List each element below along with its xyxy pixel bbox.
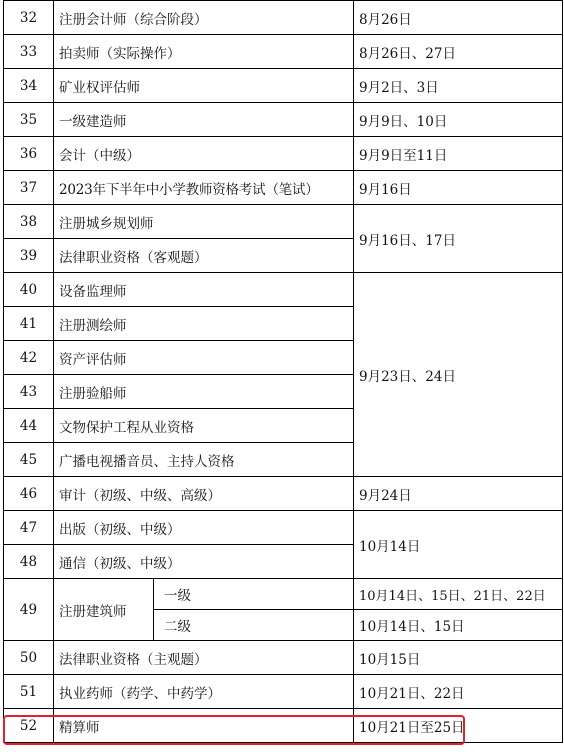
exam-date: 10月21日、22日: [354, 675, 563, 709]
exam-date: 10月14日、15日: [354, 610, 563, 641]
row-number: 43: [4, 375, 54, 409]
row-number: 48: [4, 545, 54, 579]
exam-date: 10月14日、15日、21日、22日: [354, 579, 563, 610]
table-row: [4, 171, 563, 205]
exam-date: 10月15日: [354, 641, 563, 675]
exam-name: 2023年下半年中小学教师资格考试（笔试）: [54, 171, 354, 205]
table-row-highlighted: [4, 709, 563, 743]
exam-name: 审计（初级、中级、高级）: [54, 477, 354, 511]
row-number: 39: [4, 239, 54, 273]
exam-name: 一级建造师: [54, 103, 354, 137]
row-number: 38: [4, 205, 54, 239]
row-number: 46: [4, 477, 54, 511]
exam-name: 设备监理师: [54, 273, 354, 307]
exam-name: 注册验船师: [54, 375, 354, 409]
row-number: 34: [4, 69, 54, 103]
row-number: 35: [4, 103, 54, 137]
exam-date: 8月26日、27日: [354, 35, 563, 69]
table-row: [4, 103, 563, 137]
exam-date: 9月9日、10日: [354, 103, 563, 137]
row-number: 36: [4, 137, 54, 171]
exam-name: 注册建筑师: [54, 579, 154, 641]
exam-name: 执业药师（药学、中药学）: [54, 675, 354, 709]
exam-date: 9月16日、17日: [354, 205, 563, 273]
row-number: 33: [4, 35, 54, 69]
exam-name: 精算师: [54, 709, 354, 743]
table-row: [4, 579, 563, 610]
exam-date: 9月24日: [354, 477, 563, 511]
table-row: [4, 273, 563, 307]
row-number: 42: [4, 341, 54, 375]
table-row: [4, 69, 563, 103]
exam-name: 拍卖师（实际操作）: [54, 35, 354, 69]
table-row: [4, 137, 563, 171]
table-row: [4, 35, 563, 69]
exam-name: 注册测绘师: [54, 307, 354, 341]
row-number: 41: [4, 307, 54, 341]
exam-date: 9月2日、3日: [354, 69, 563, 103]
exam-date: 9月23日、24日: [354, 273, 563, 477]
row-number: 51: [4, 675, 54, 709]
exam-sub-level: 二级: [154, 610, 354, 641]
row-number: 37: [4, 171, 54, 205]
table-row: [4, 511, 563, 545]
exam-name: 资产评估师: [54, 341, 354, 375]
exam-schedule-table: [3, 0, 563, 743]
table-row: [4, 641, 563, 675]
exam-date: 9月9日至11日: [354, 137, 563, 171]
table-row: [4, 675, 563, 709]
exam-sub-level: 一级: [154, 579, 354, 610]
exam-name: 通信（初级、中级）: [54, 545, 354, 579]
exam-date: 9月16日: [354, 171, 563, 205]
exam-name: 矿业权评估师: [54, 69, 354, 103]
exam-name: 注册会计师（综合阶段）: [54, 1, 354, 35]
exam-date: 10月21日至25日: [354, 709, 563, 743]
row-number: 52: [4, 709, 54, 743]
table-row: [4, 205, 563, 239]
row-number: 50: [4, 641, 54, 675]
exam-name: 法律职业资格（客观题）: [54, 239, 354, 273]
exam-name: 文物保护工程从业资格: [54, 409, 354, 443]
row-number: 47: [4, 511, 54, 545]
row-number: 40: [4, 273, 54, 307]
exam-name: 出版（初级、中级）: [54, 511, 354, 545]
exam-name: 广播电视播音员、主持人资格: [54, 443, 354, 477]
table-row: [4, 477, 563, 511]
exam-name: 注册城乡规划师: [54, 205, 354, 239]
row-number: 44: [4, 409, 54, 443]
row-number: 49: [4, 579, 54, 641]
exam-date: 10月14日: [354, 511, 563, 579]
exam-name: 会计（中级）: [54, 137, 354, 171]
exam-date: 8月26日: [354, 1, 563, 35]
table-row: [4, 1, 563, 35]
row-number: 45: [4, 443, 54, 477]
row-number: 32: [4, 1, 54, 35]
exam-name: 法律职业资格（主观题）: [54, 641, 354, 675]
